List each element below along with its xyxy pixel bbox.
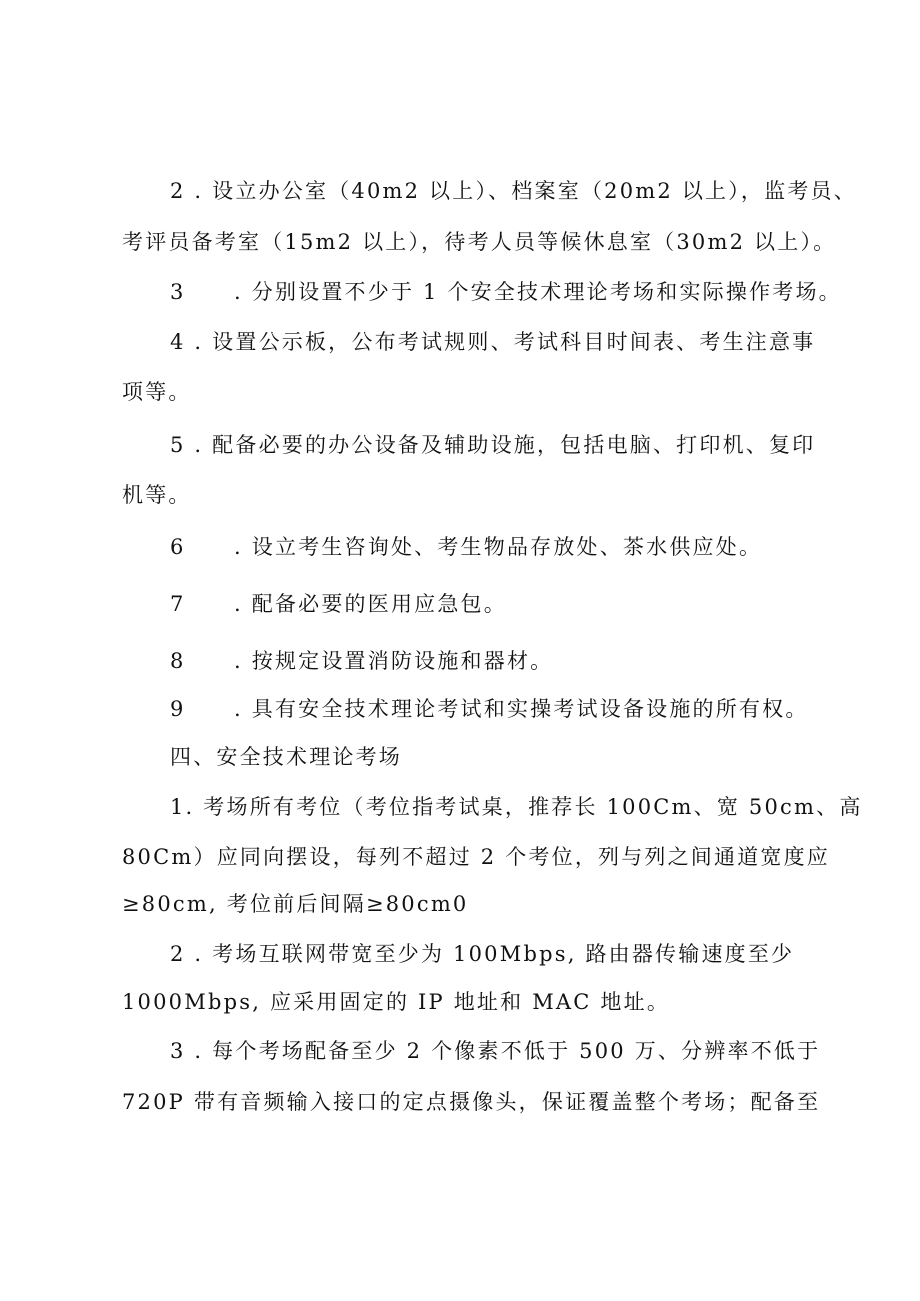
paragraph-3 — [170, 277, 842, 307]
item-1-line-2: 80Cm）应同向摆设，每列不超过 2 个考位，列与列之间通道宽度应 — [122, 845, 831, 869]
item-number: 6 — [170, 535, 186, 559]
item-number: 3 — [170, 280, 186, 304]
item-text: . 具有安全技术理论考试和实操考试设备设施的所有权。 — [234, 697, 809, 721]
item-text: . 分别设置不少于 1 个安全技术理论考场和实际操作考场。 — [234, 280, 842, 304]
item-1-line-3: ≥80cm, 考位前后间隔≥80cm0 — [122, 892, 469, 916]
item-text: . 按规定设置消防设施和器材。 — [234, 649, 554, 673]
item-number: 8 — [170, 649, 186, 673]
paragraph-8 — [170, 646, 553, 676]
paragraph-4-line-1: 4 . 设置公示板，公布考试规则、考试科目时间表、考生注意事 — [170, 330, 816, 354]
section-heading: 四、安全技术理论考场 — [170, 745, 402, 769]
paragraph-5-line-1: 5 . 配备必要的办公设备及辅助设施，包括电脑、打印机、复印 — [170, 433, 816, 457]
paragraph-7 — [170, 589, 507, 619]
item-3-line-2: 720P 带有音频输入接口的定点摄像头，保证覆盖整个考场；配备至 — [122, 1090, 821, 1114]
paragraph-2-line-1: 2 . 设立办公室（40m2 以上）、档案室（20m2 以上），监考员、 — [170, 179, 857, 203]
item-text: . 配备必要的医用应急包。 — [234, 592, 507, 616]
item-2-line-1: 2 . 考场互联网带宽至少为 100Mbps, 路由器传输速度至少 — [170, 942, 795, 966]
item-2-line-2: 1000Mbps, 应采用固定的 IP 地址和 MAC 地址。 — [122, 990, 671, 1014]
item-3-line-1: 3 . 每个考场配备至少 2 个像素不低于 500 万、分辨率不低于 — [170, 1039, 821, 1063]
item-1-line-1: 1. 考场所有考位（考位指考试桌，推荐长 100Cm、宽 50cm、高 — [170, 795, 863, 819]
paragraph-5-line-2: 机等。 — [122, 483, 192, 507]
item-text: . 设立考生咨询处、考生物品存放处、茶水供应处。 — [234, 535, 763, 559]
paragraph-4-line-2: 项等。 — [122, 380, 192, 404]
paragraph-2-line-2: 考评员备考室（15m2 以上），待考人员等候休息室（30m2 以上）。 — [122, 230, 837, 254]
item-number: 9 — [170, 697, 186, 721]
item-number: 7 — [170, 592, 186, 616]
paragraph-6 — [170, 532, 762, 562]
paragraph-9 — [170, 694, 809, 724]
